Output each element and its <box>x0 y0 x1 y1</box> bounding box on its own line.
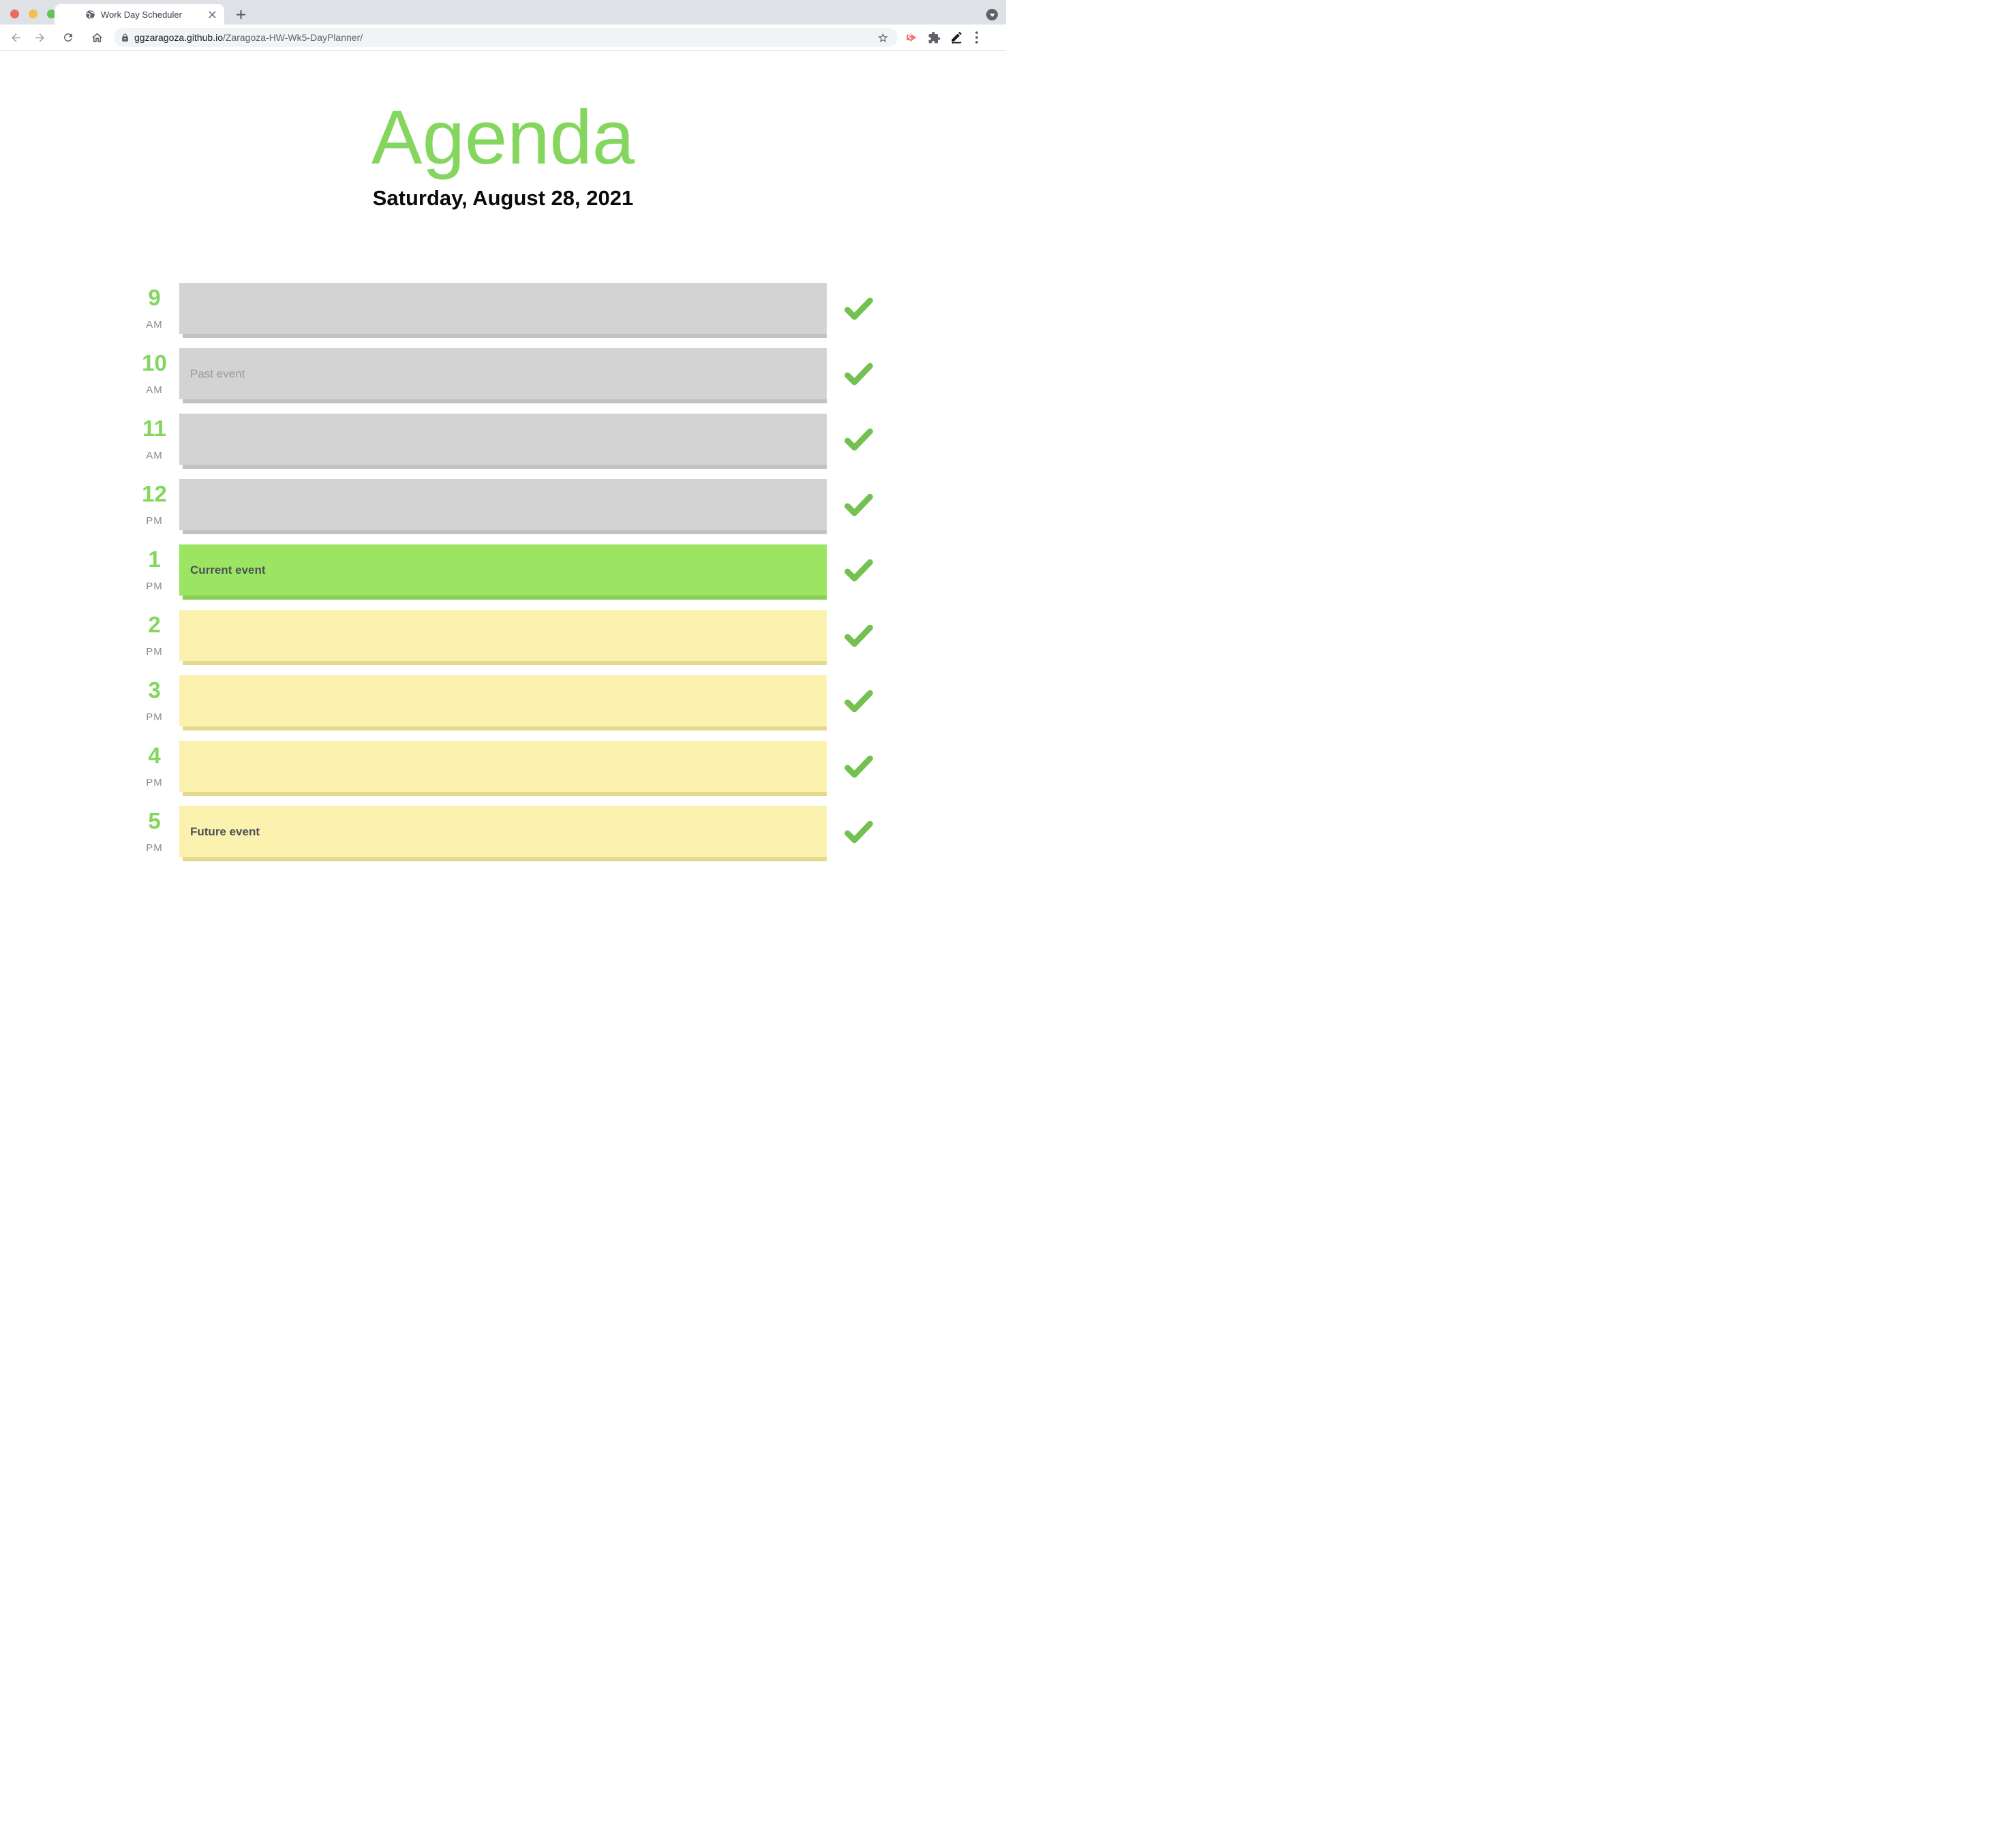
hour-number: 5 <box>148 808 161 834</box>
hour-number: 3 <box>148 677 161 703</box>
url-text <box>134 32 874 43</box>
check-icon <box>844 427 874 452</box>
check-icon <box>844 623 874 648</box>
hour-number: 9 <box>148 285 161 311</box>
hour-label <box>129 741 179 796</box>
hour-meridiem: AM <box>146 318 163 330</box>
time-slot <box>179 544 827 600</box>
edit-extension-icon[interactable] <box>947 29 965 46</box>
schedule-row <box>129 610 1006 665</box>
check-icon <box>844 754 874 779</box>
hour-label <box>129 414 179 469</box>
schedule-row <box>129 283 1006 338</box>
hour-meridiem: PM <box>146 842 163 854</box>
page-title: Agenda <box>371 95 635 180</box>
browser-toolbar <box>0 25 1006 51</box>
globe-favicon-icon <box>85 10 95 20</box>
hour-number: 10 <box>142 350 167 376</box>
schedule-row <box>129 806 1006 861</box>
schedule-row <box>129 479 1006 534</box>
time-slot <box>179 479 827 534</box>
hour-meridiem: PM <box>146 514 163 527</box>
time-slot <box>179 675 827 730</box>
browser-tab[interactable] <box>55 4 224 25</box>
time-slot <box>179 806 827 861</box>
reload-icon[interactable] <box>58 27 78 48</box>
slot-shadow <box>183 857 827 861</box>
time-slot <box>179 348 827 403</box>
slot-shadow <box>183 661 827 665</box>
event-input[interactable] <box>179 283 827 334</box>
time-slot <box>179 741 827 796</box>
hour-meridiem: PM <box>146 580 163 592</box>
event-input[interactable] <box>179 479 827 530</box>
forward-arrow-icon[interactable] <box>29 27 50 48</box>
slot-shadow <box>183 530 827 534</box>
browser-tab-bar <box>0 0 1006 25</box>
close-window-button[interactable] <box>10 10 19 18</box>
slot-shadow <box>183 334 827 338</box>
time-slot <box>179 283 827 338</box>
new-tab-icon[interactable] <box>232 5 249 23</box>
schedule-row <box>129 544 1006 600</box>
event-input[interactable] <box>179 414 827 465</box>
event-input[interactable] <box>179 544 827 596</box>
save-button[interactable] <box>838 610 879 661</box>
save-button[interactable] <box>838 741 879 792</box>
slot-shadow <box>183 465 827 469</box>
hour-meridiem: AM <box>146 449 163 461</box>
hour-number: 12 <box>142 481 167 507</box>
event-input[interactable] <box>179 675 827 726</box>
check-icon <box>844 689 874 713</box>
slot-shadow <box>183 596 827 600</box>
more-menu-icon[interactable] <box>970 29 984 46</box>
event-input[interactable] <box>179 348 827 399</box>
hour-meridiem: PM <box>146 645 163 658</box>
hour-label <box>129 479 179 534</box>
schedule-row <box>129 675 1006 730</box>
hour-meridiem: PM <box>146 711 163 723</box>
extensions-puzzle-icon[interactable] <box>925 29 943 46</box>
save-button[interactable] <box>838 479 879 530</box>
tab-title: Work Day Scheduler <box>101 9 182 20</box>
schedule-row <box>129 348 1006 403</box>
hour-number: 4 <box>148 743 161 769</box>
current-date: Saturday, August 28, 2021 <box>372 186 634 211</box>
check-icon <box>844 820 874 844</box>
hour-number: 11 <box>142 416 166 442</box>
check-icon <box>844 362 874 386</box>
hour-meridiem: PM <box>146 776 163 788</box>
event-input[interactable] <box>179 741 827 792</box>
hour-label <box>129 610 179 665</box>
page-content <box>0 92 1006 861</box>
schedule-row <box>129 741 1006 796</box>
hour-label <box>129 348 179 403</box>
slot-shadow <box>183 726 827 730</box>
close-tab-icon[interactable] <box>205 7 219 21</box>
check-icon <box>844 558 874 583</box>
event-input[interactable] <box>179 806 827 857</box>
minimize-window-button[interactable] <box>29 10 37 18</box>
save-button[interactable] <box>838 414 879 465</box>
hour-meridiem: AM <box>146 384 163 396</box>
url-path: /Zaragoza-HW-Wk5-DayPlanner/ <box>223 32 363 43</box>
schedule-row <box>129 414 1006 469</box>
check-icon <box>844 493 874 517</box>
slot-shadow <box>183 399 827 403</box>
hour-number: 2 <box>148 612 161 638</box>
red-extension-icon[interactable] <box>902 29 920 46</box>
save-button[interactable] <box>838 283 879 334</box>
check-icon <box>844 296 874 321</box>
hour-label <box>129 544 179 600</box>
back-arrow-icon[interactable] <box>5 27 26 48</box>
time-slot <box>179 610 827 665</box>
address-bar[interactable] <box>114 28 898 47</box>
time-slot <box>179 414 827 469</box>
slot-shadow <box>183 792 827 796</box>
url-domain: ggzaragoza.github.io <box>134 32 223 43</box>
hour-number: 1 <box>148 546 161 572</box>
home-icon[interactable] <box>87 27 107 48</box>
schedule-rows <box>129 283 1006 861</box>
bookmark-star-icon[interactable] <box>874 29 891 46</box>
lock-icon <box>121 33 129 42</box>
hour-label <box>129 675 179 730</box>
tab-search-icon[interactable] <box>986 9 998 20</box>
save-button[interactable] <box>838 348 879 399</box>
save-button[interactable] <box>838 675 879 726</box>
save-button[interactable] <box>838 806 879 857</box>
save-button[interactable] <box>838 544 879 596</box>
window-controls <box>10 10 56 18</box>
event-input[interactable] <box>179 610 827 661</box>
hour-label <box>129 283 179 338</box>
hour-label <box>129 806 179 861</box>
